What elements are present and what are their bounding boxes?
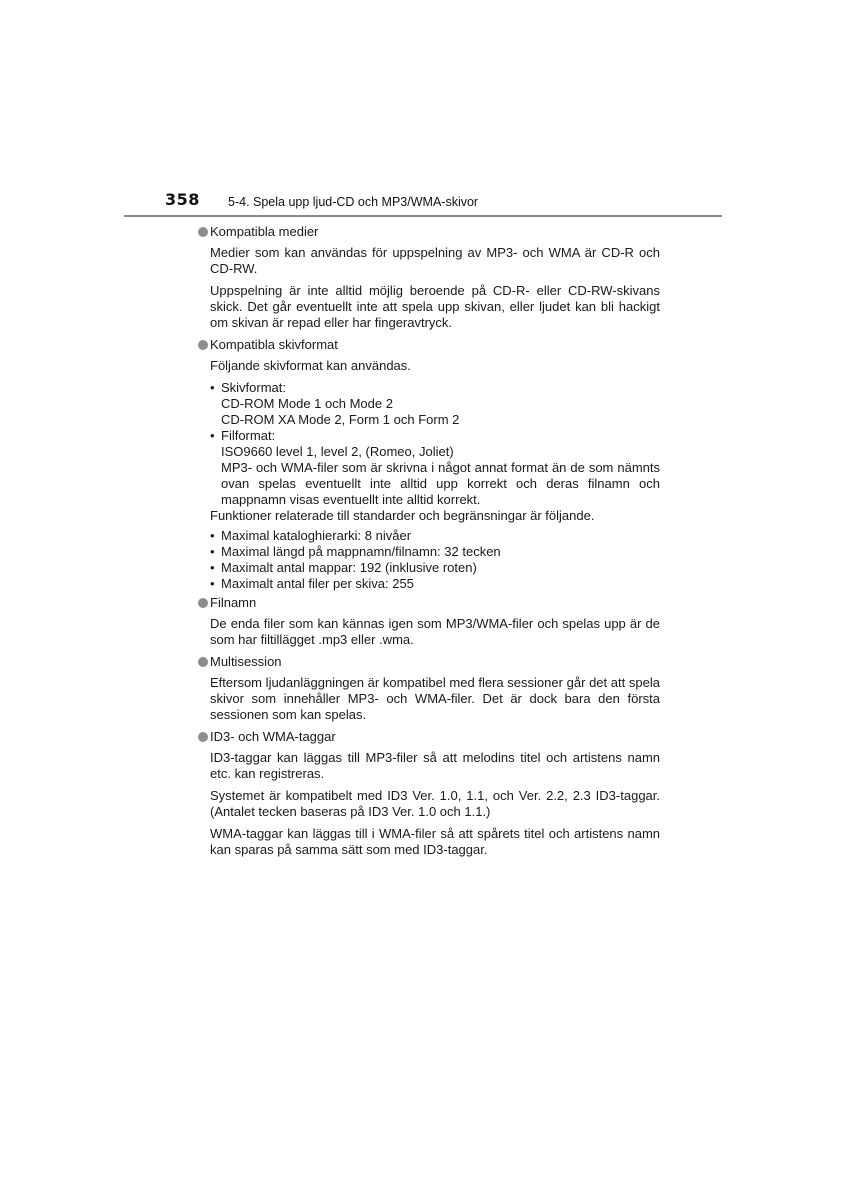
section-title: Kompatibla medier [210,224,319,239]
circle-bullet-icon [198,340,208,350]
circle-bullet-icon [198,732,208,742]
paragraph: WMA-taggar kan läggas till i WMA-filer så att spårets titel och artistens namn kan sparas på samma sätt som med ID3-taggar. [210,826,660,857]
paragraph: Uppspelning är inte alltid möjlig beroende på CD-R- eller CD-RW-skivans skick. Det går eventuellt inte att spela upp skivan, eller ljudet kan bli hackigt om skivan är repad eller har fingeravtryck. [210,283,660,330]
list-item-label: • Filformat: [221,428,276,443]
page-number: 358 [165,190,200,209]
paragraph: Eftersom ljudanläggningen är kompatibel med flera sessioner går det att spela skivor som innehåller MP3- och WMA-filer. Det är dock bara den första sessionen som kan spelas. [210,675,660,722]
section-heading-multisession [198,654,660,670]
page-header [0,190,848,220]
list-item: • Maximalt antal filer per skiva: 255 [210,576,660,592]
list-item-value: CD-ROM Mode 1 och Mode 2 [221,396,393,411]
section-title: ID3- och WMA-taggar [210,729,336,744]
circle-bullet-icon [198,227,208,237]
section-title: Filnamn [210,595,257,610]
paragraph: ID3-taggar kan läggas till MP3-filer så att melodins titel och artistens namn etc. kan registreras. [210,750,660,781]
list-item-label: • Skivformat: [221,380,287,395]
paragraph: Systemet är kompatibelt med ID3 Ver. 1.0, 1.1, och Ver. 2.2, 2.3 ID3-taggar. (Antalet tecken baseras på ID3 Ver. 1.0 och 1.1.) [210,788,660,819]
header-divider [124,215,722,217]
list-item: • Maximal längd på mappnamn/filnamn: 32 tecken [210,544,660,560]
section-title: Multisession [210,654,282,669]
list-item [210,428,660,508]
paragraph: Medier som kan användas för uppspelning av MP3- och WMA är CD-R och CD-RW. [210,245,660,276]
chapter-title: 5-4. Spela upp ljud-CD och MP3/WMA-skivor [228,195,479,209]
list-item: • Maximalt antal mappar: 192 (inklusive roten) [210,560,660,576]
list-item-value: CD-ROM XA Mode 2, Form 1 och Form 2 [221,412,460,427]
list-item-note: MP3- och WMA-filer som är skrivna i något annat format än de som nämnts ovan spelas eventuellt inte alltid upp korrekt och deras filnamn och mappnamn visas eventuellt inte alltid korrekt. [221,460,660,507]
paragraph: Funktioner relaterade till standarder och begränsningar är följande. [210,508,595,523]
limits-list [210,528,660,592]
section-title: Kompatibla skivformat [210,337,338,352]
list-item-value: ISO9660 level 1, level 2, (Romeo, Joliet) [221,444,454,459]
section-heading-formats [198,337,660,353]
section-heading-media [198,224,660,240]
section-heading-filenames [198,595,660,611]
section-heading-tags [198,729,660,745]
page-content [198,224,660,864]
paragraph: Följande skivformat kan användas. [210,358,411,373]
format-list [210,380,660,508]
list-item [210,380,660,428]
paragraph: De enda filer som kan kännas igen som MP3/WMA-filer och spelas upp är de som har filtillägget .mp3 eller .wma. [210,616,660,647]
list-item: • Maximal kataloghierarki: 8 nivåer [210,528,660,544]
circle-bullet-icon [198,657,208,667]
circle-bullet-icon [198,598,208,608]
